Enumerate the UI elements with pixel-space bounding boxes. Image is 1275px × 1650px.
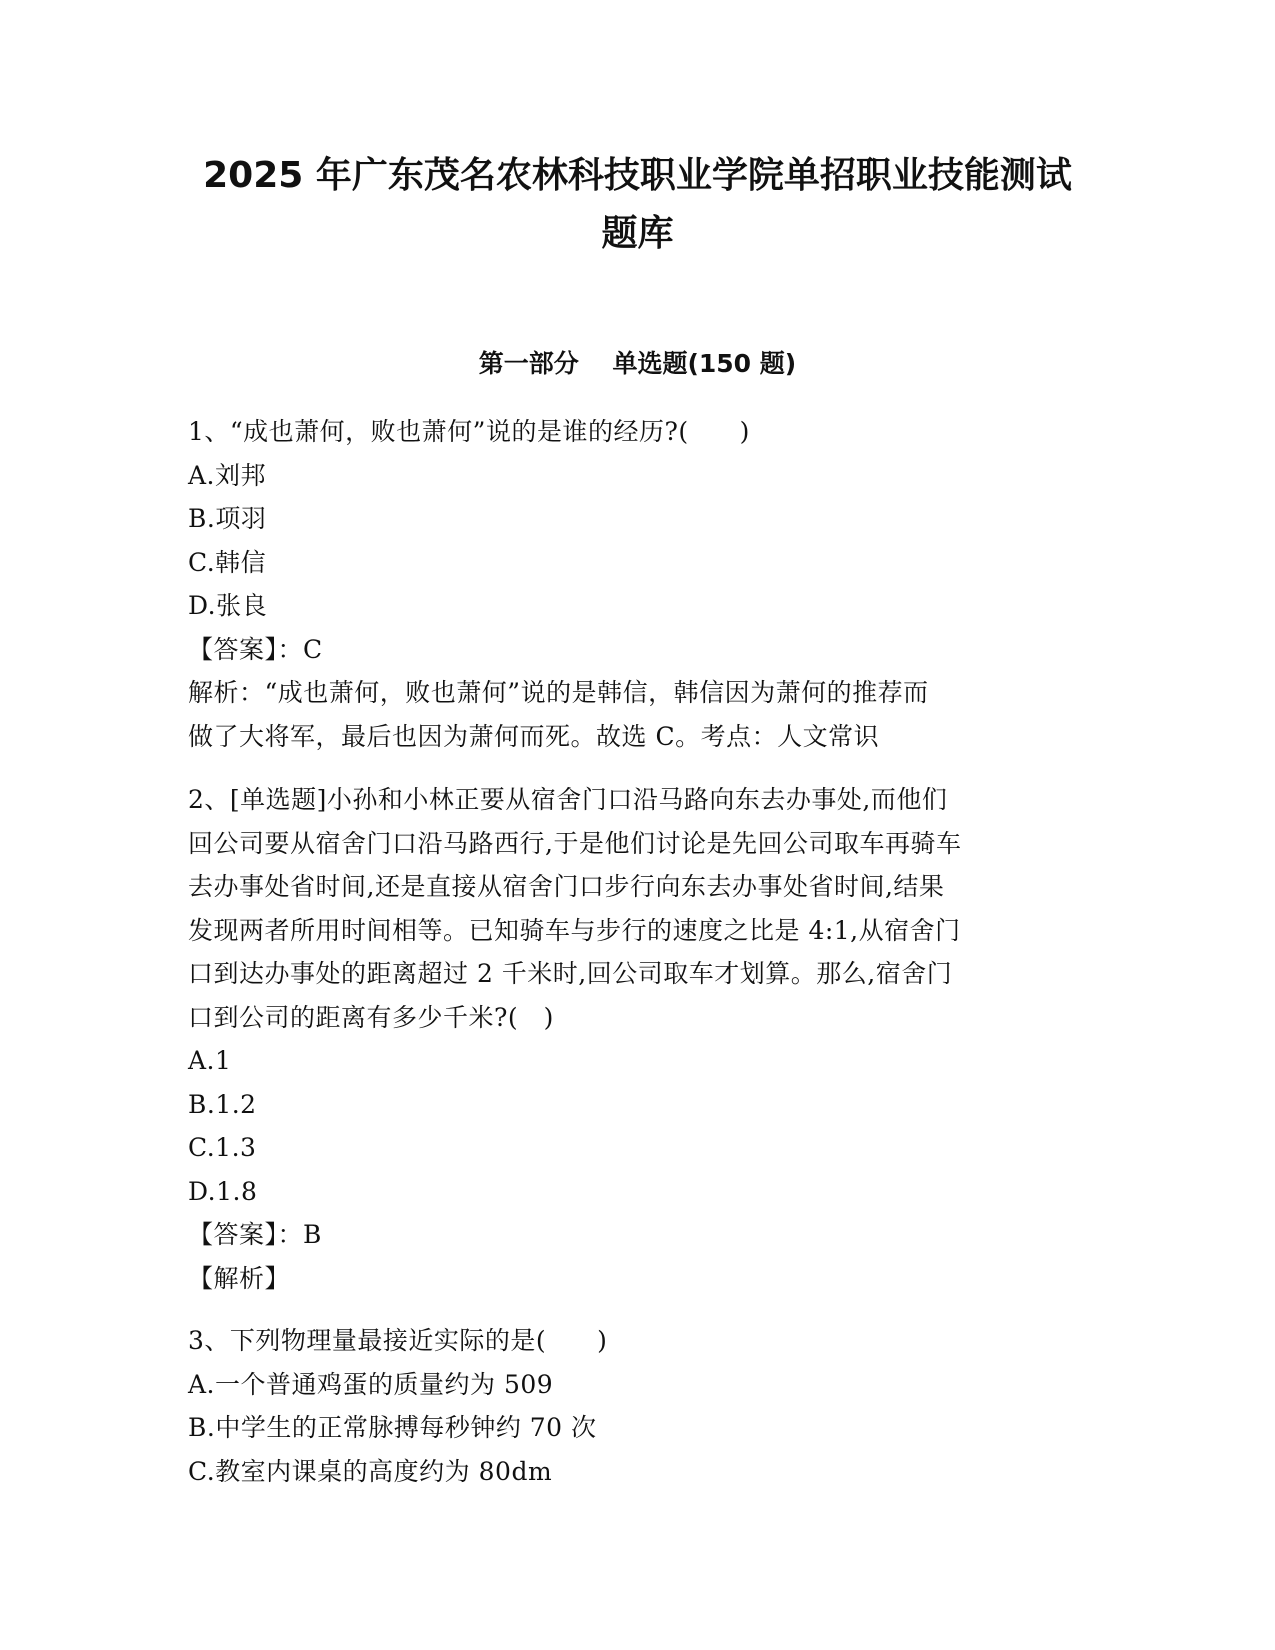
option-a: A.一个普通鸡蛋的质量约为 509	[188, 1369, 554, 1399]
question-stem: 2、[单选题]小孙和小林正要从宿舍门口沿马路向东去办事处,而他们	[188, 785, 948, 814]
question-stem: 1、“成也萧何，败也萧何”说的是谁的经历?( )	[188, 417, 750, 446]
document-title-line-2: 题库	[601, 213, 674, 254]
question-2	[188, 778, 1088, 1300]
analysis-line: 做了大将军，最后也因为萧何而死。故选 C。考点：人文常识	[188, 721, 880, 751]
option-b: B.中学生的正常脉搏每秒钟约 70 次	[188, 1413, 597, 1442]
option-a: A.1	[188, 1046, 232, 1075]
option-c: C.1.3	[188, 1133, 257, 1162]
option-a: A.刘邦	[188, 460, 267, 490]
question-stem: 去办事处省时间,还是直接从宿舍门口步行向东去办事处省时间,结果	[188, 872, 945, 901]
option-d: D.张良	[188, 591, 268, 620]
question-3	[188, 1319, 1088, 1493]
section-heading: 第一部分 单选题(150 题)	[478, 349, 797, 378]
question-stem: 发现两者所用时间相等。已知骑车与步行的速度之比是 4:1,从宿舍门	[188, 915, 961, 945]
question-stem: 回公司要从宿舍门口沿马路西行,于是他们讨论是先回公司取车再骑车	[188, 828, 962, 858]
option-b: B.项羽	[188, 504, 267, 533]
option-b: B.1.2	[188, 1089, 257, 1119]
analysis-line: 解析：“成也萧何，败也萧何”说的是韩信，韩信因为萧何的推荐而	[188, 678, 929, 707]
question-1	[188, 410, 1088, 758]
question-stem: 口到公司的距离有多少千米?( )	[188, 1002, 554, 1032]
question-stem: 3、下列物理量最接近实际的是( )	[188, 1326, 608, 1355]
option-c: C.教室内课桌的高度约为 80dm	[188, 1456, 553, 1486]
option-c: C.韩信	[188, 547, 267, 577]
answer: 【答案】：B	[188, 1220, 322, 1249]
option-d: D.1.8	[188, 1176, 258, 1206]
question-stem: 口到达办事处的距离超过 2 千米时,回公司取车才划算。那么,宿舍门	[188, 959, 953, 988]
answer: 【答案】：C	[188, 634, 323, 664]
document-title-line-1: 2025 年广东茂名农林科技职业学院单招职业技能测试	[203, 155, 1072, 196]
analysis-line: 【解析】	[188, 1263, 291, 1293]
